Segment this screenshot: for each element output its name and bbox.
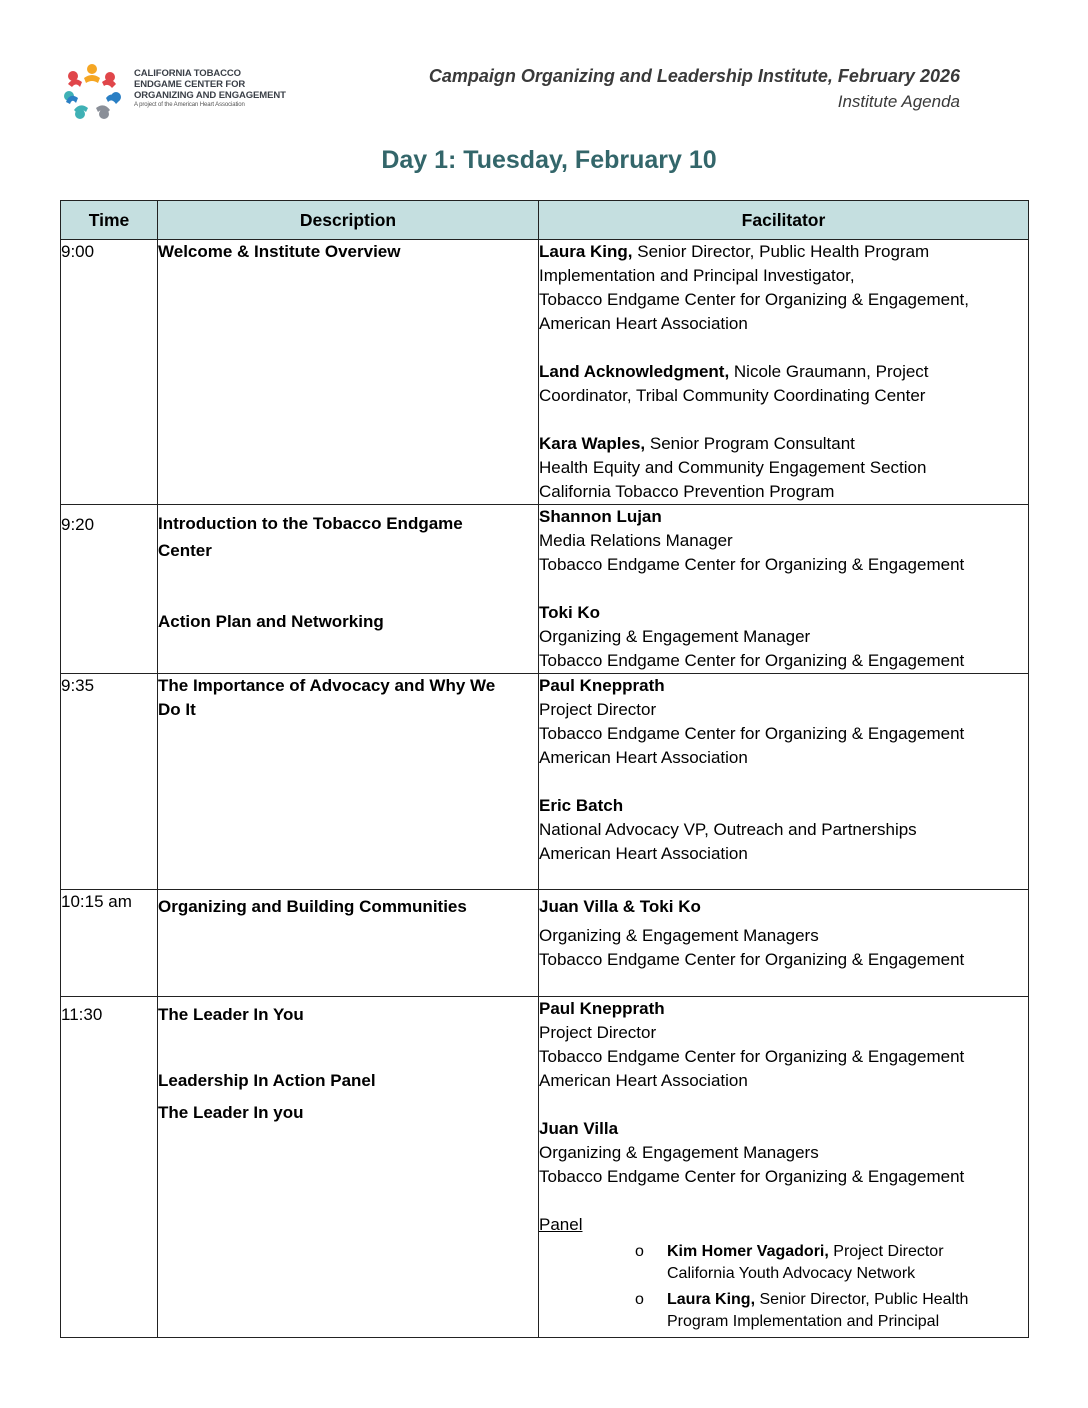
description-cell: Organizing and Building Communities <box>158 890 539 997</box>
facilitator-cell: Paul Knepprath Project Director Tobacco Endgame Center for Organizing & Engagement American Heart Association Eric Batch National Advocacy VP, Outreach and Partnerships American Heart Association <box>539 674 1029 890</box>
column-header-facilitator: Facilitator <box>539 201 1029 240</box>
people-circle-logo-icon <box>62 62 126 124</box>
list-item: o Laura King, Senior Director, Public Health Program Implementation and Principal <box>635 1291 969 1330</box>
description-cell: The Leader In You Leadership In Action Panel The Leader In you <box>158 997 539 1338</box>
facilitator-cell: Paul Knepprath Project Director Tobacco Endgame Center for Organizing & Engagement American Heart Association Juan Villa Organizing & Engagement Managers Tobacco Endgame Center for Organizing & Engagement Panel o Kim Homer Vagadori, Project Director California Youth Advocacy Network o Laura King, Senior Director, Public Health Program Implementation and Principal <box>539 997 1029 1338</box>
facilitator-cell: Juan Villa & Toki Ko Organizing & Engagement Managers Tobacco Endgame Center for Organizing & Engagement <box>539 890 1029 997</box>
column-header-description: Description <box>158 201 539 240</box>
logo-text <box>134 68 286 109</box>
table-row <box>61 674 1029 890</box>
list-item: o Kim Homer Vagadori, Project Director California Youth Advocacy Network <box>635 1243 944 1282</box>
time-cell: 11:30 <box>61 997 158 1338</box>
logo-line-1: CALIFORNIA TOBACCO <box>134 68 241 79</box>
description-cell: Welcome & Institute Overview <box>158 240 539 505</box>
hollow-bullet-icon: o <box>635 1291 644 1308</box>
table-row <box>61 997 1029 1338</box>
time-cell: 10:15 am <box>61 890 158 997</box>
facilitator-cell: Laura King, Senior Director, Public Health Program Implementation and Principal Investigator, Tobacco Endgame Center for Organizing & Engagement, American Heart Association Land Acknowledgment, Nicole Graumann, Project Coordinator, Tribal Community Coordinating Center Kara Waples, Senior Program Consultant Health Equity and Community Engagement Section California Tobacco Prevention Program <box>539 240 1029 505</box>
facilitator-cell: Shannon Lujan Media Relations Manager Tobacco Endgame Center for Organizing & Engagement Toki Ko Organizing & Engagement Manager Tobacco Endgame Center for Organizing & Engagement <box>539 505 1029 674</box>
agenda-table <box>60 200 1029 1338</box>
description-cell: The Importance of Advocacy and Why We Do It <box>158 674 539 890</box>
panel-list <box>539 1241 1028 1333</box>
time-cell: 9:35 <box>61 674 158 890</box>
description-cell: Introduction to the Tobacco Endgame Center Action Plan and Networking <box>158 505 539 674</box>
day-heading: Day 1: Tuesday, February 10 <box>381 146 717 174</box>
document-title: Campaign Organizing and Leadership Institute, February 2026 <box>428 66 960 86</box>
column-header-time: Time <box>61 201 158 240</box>
table-header-row <box>61 201 1029 240</box>
table-row <box>61 505 1029 674</box>
logo-tagline: A project of the American Heart Association <box>134 102 245 108</box>
table-row <box>61 890 1029 997</box>
hollow-bullet-icon: o <box>635 1243 644 1260</box>
table-row <box>61 240 1029 505</box>
logo-line-3: ORGANIZING AND ENGAGEMENT <box>134 90 286 101</box>
panel-label: Panel <box>539 1215 583 1234</box>
logo-line-2: ENDGAME CENTER FOR <box>134 79 246 90</box>
time-cell: 9:20 <box>61 505 158 674</box>
time-cell: 9:00 <box>61 240 158 505</box>
document-subtitle: Institute Agenda <box>837 92 960 111</box>
organization-logo <box>62 62 302 124</box>
